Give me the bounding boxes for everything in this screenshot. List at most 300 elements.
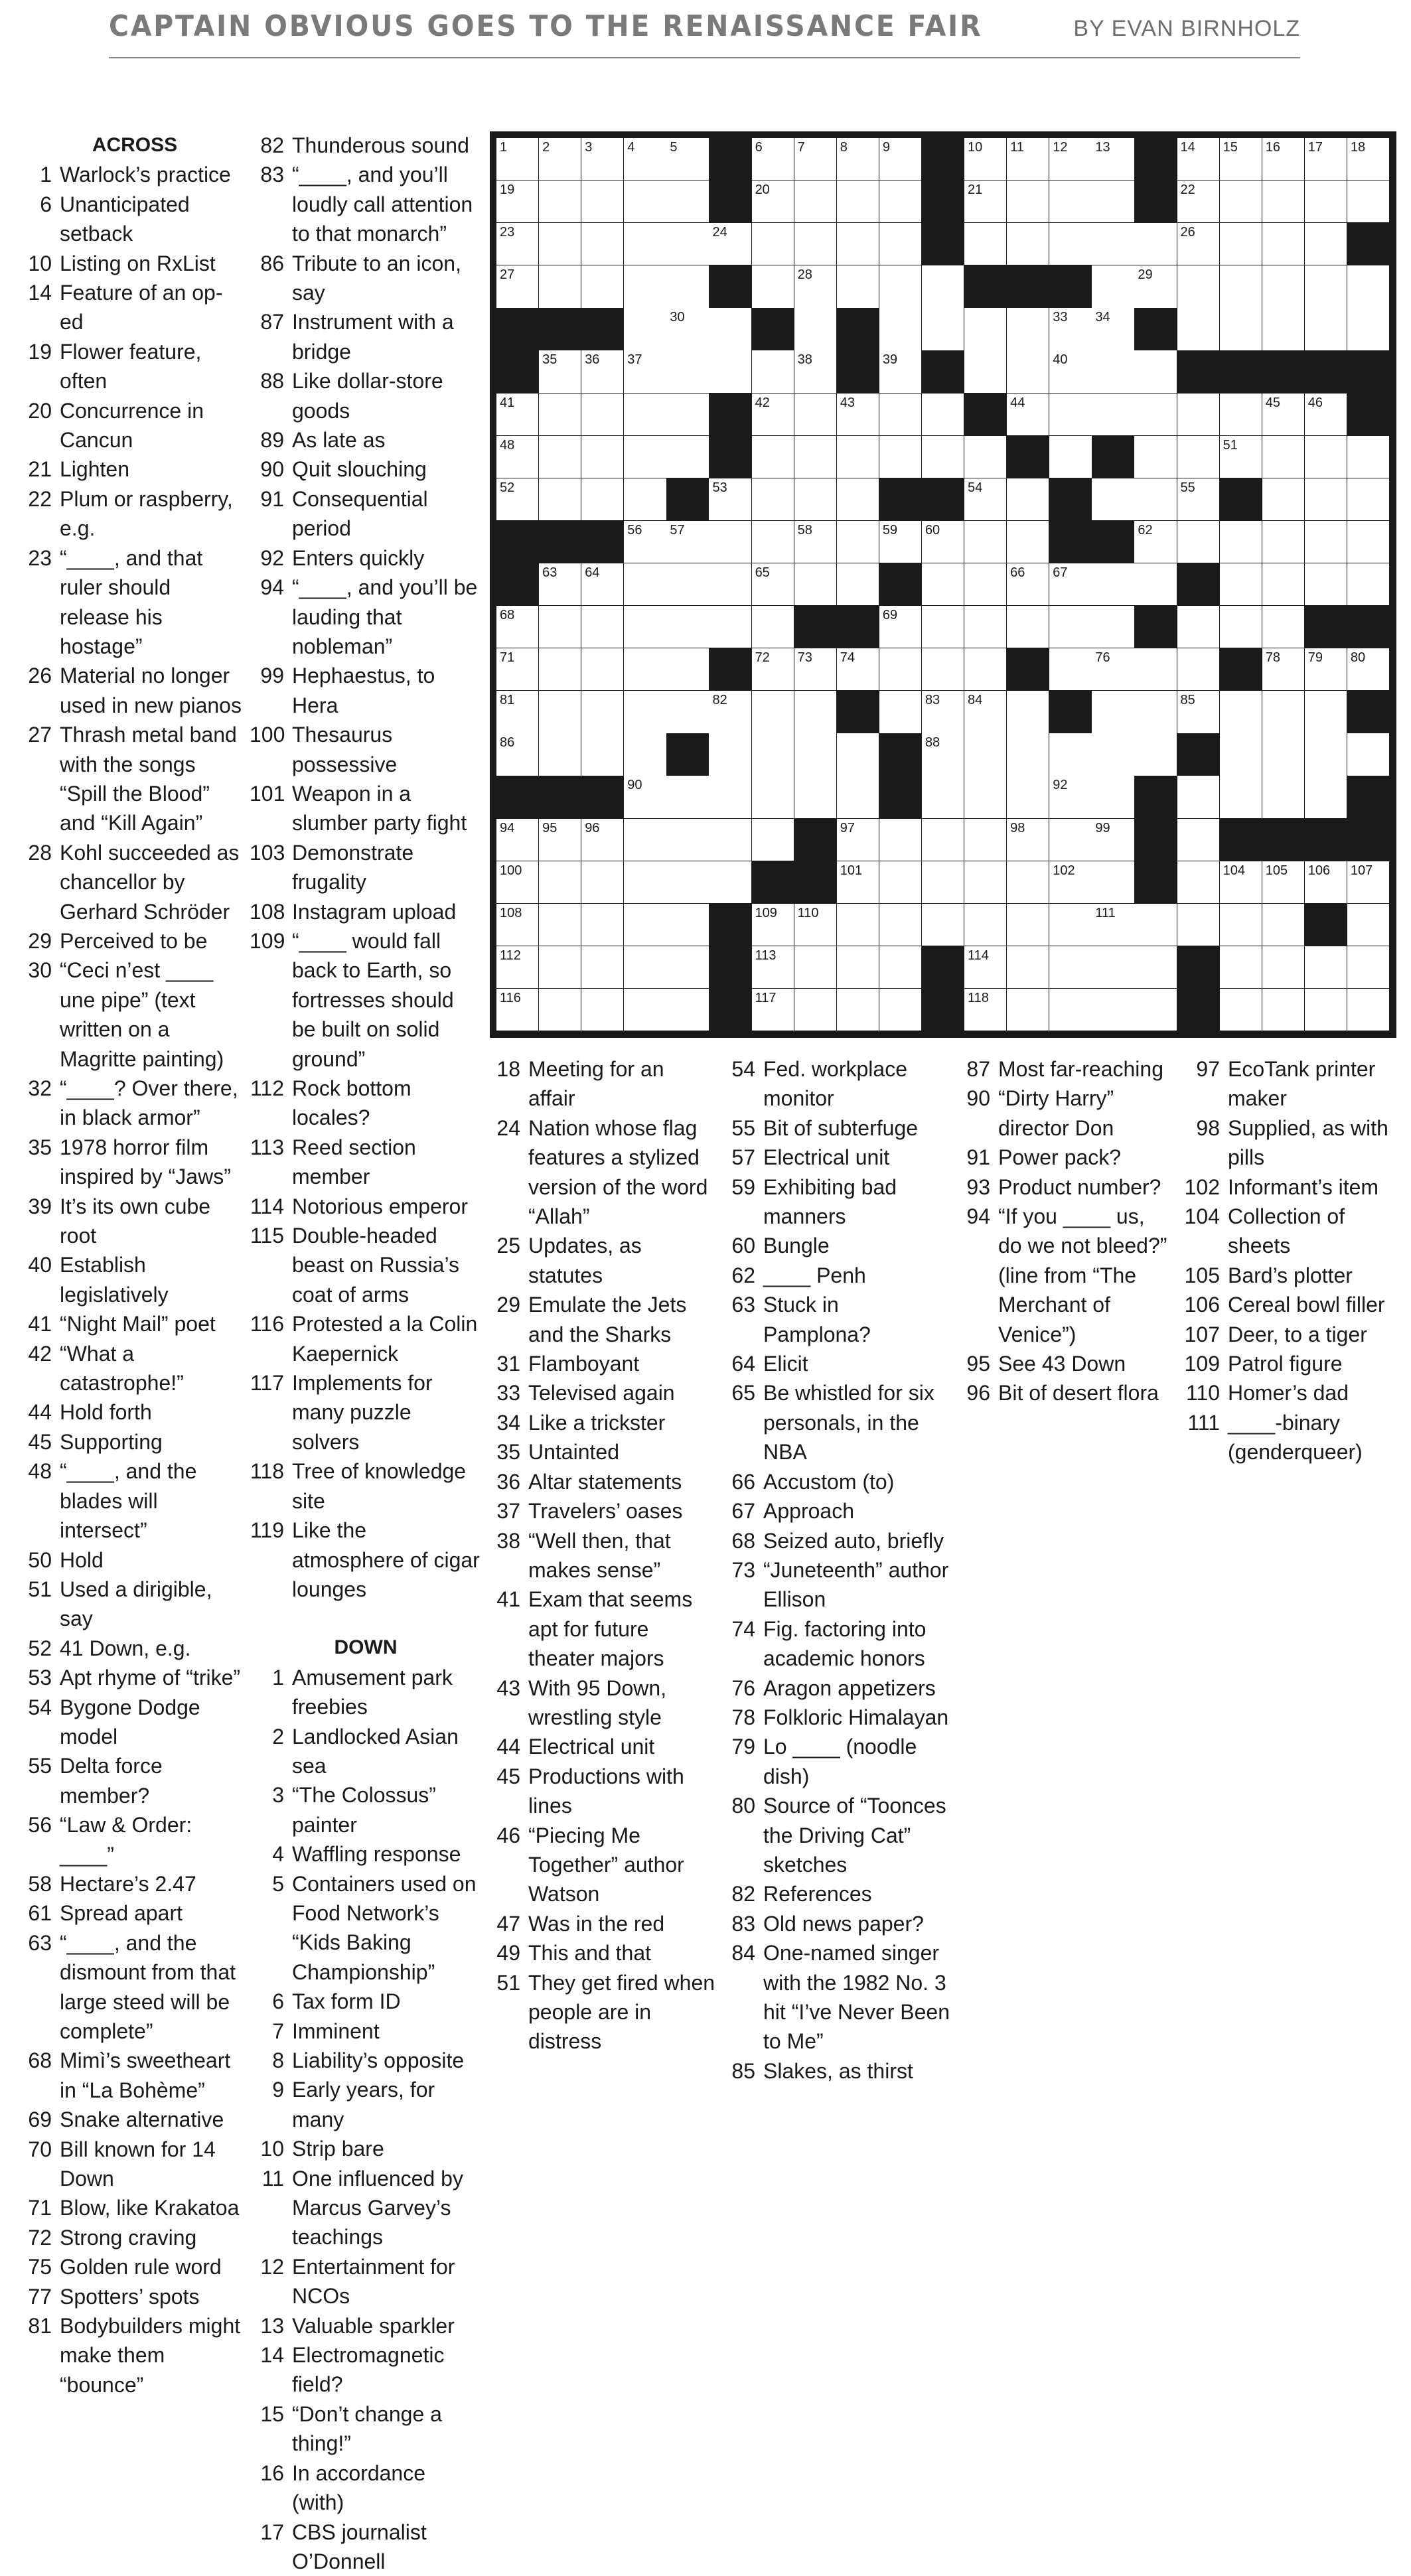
grid-cell[interactable] <box>752 904 794 946</box>
grid-cell[interactable] <box>1007 308 1049 350</box>
grid-cell[interactable] <box>539 478 581 521</box>
grid-cell[interactable] <box>496 946 539 989</box>
grid-cell[interactable] <box>539 265 581 308</box>
grid-cell[interactable] <box>752 946 794 989</box>
grid-cell[interactable] <box>581 606 624 648</box>
grid-cell[interactable] <box>879 946 922 989</box>
grid-cell[interactable] <box>1007 946 1049 989</box>
grid-cell[interactable] <box>1049 606 1092 648</box>
grid-cell[interactable] <box>879 521 922 563</box>
grid-cell[interactable] <box>1134 521 1177 563</box>
grid-cell[interactable] <box>752 691 794 733</box>
grid-cell[interactable] <box>1092 989 1134 1031</box>
grid-cell[interactable] <box>1092 180 1134 223</box>
grid-cell[interactable] <box>794 223 837 265</box>
grid-cell[interactable] <box>1220 904 1262 946</box>
grid-cell[interactable] <box>794 521 837 563</box>
grid-cell[interactable] <box>1347 138 1390 180</box>
grid-cell[interactable] <box>539 819 581 861</box>
grid-cell[interactable] <box>1347 733 1390 776</box>
grid-cell[interactable] <box>1007 861 1049 904</box>
grid-cell[interactable] <box>837 989 879 1031</box>
grid-cell[interactable] <box>1049 861 1092 904</box>
grid-cell[interactable] <box>1177 819 1220 861</box>
grid-cell[interactable] <box>837 436 879 478</box>
grid-cell[interactable] <box>752 606 794 648</box>
grid-cell[interactable] <box>666 648 709 691</box>
grid-cell[interactable] <box>539 733 581 776</box>
grid-cell[interactable] <box>879 308 922 350</box>
grid-cell[interactable] <box>1049 180 1092 223</box>
grid-cell[interactable] <box>922 861 964 904</box>
grid-cell[interactable] <box>666 606 709 648</box>
grid-cell[interactable] <box>666 138 709 180</box>
grid-cell[interactable] <box>624 394 666 436</box>
grid-cell[interactable] <box>922 436 964 478</box>
grid-cell[interactable] <box>922 308 964 350</box>
grid-cell[interactable] <box>794 394 837 436</box>
grid-cell[interactable] <box>794 350 837 393</box>
grid-cell[interactable] <box>624 606 666 648</box>
grid-cell[interactable] <box>496 394 539 436</box>
grid-cell[interactable] <box>837 138 879 180</box>
grid-cell[interactable] <box>1220 861 1262 904</box>
grid-cell[interactable] <box>1262 478 1305 521</box>
grid-cell[interactable] <box>837 861 879 904</box>
grid-cell[interactable] <box>1177 861 1220 904</box>
grid-cell[interactable] <box>752 733 794 776</box>
grid-cell[interactable] <box>1347 861 1390 904</box>
grid-cell[interactable] <box>666 265 709 308</box>
grid-cell[interactable] <box>1092 394 1134 436</box>
grid-cell[interactable] <box>1220 691 1262 733</box>
grid-cell[interactable] <box>964 733 1007 776</box>
grid-cell[interactable] <box>539 648 581 691</box>
grid-cell[interactable] <box>496 478 539 521</box>
grid-cell[interactable] <box>1262 989 1305 1031</box>
grid-cell[interactable] <box>1007 733 1049 776</box>
grid-cell[interactable] <box>1220 521 1262 563</box>
grid-cell[interactable] <box>539 394 581 436</box>
grid-cell[interactable] <box>794 648 837 691</box>
grid-cell[interactable] <box>1262 394 1305 436</box>
grid-cell[interactable] <box>1007 394 1049 436</box>
grid-cell[interactable] <box>581 223 624 265</box>
grid-cell[interactable] <box>752 478 794 521</box>
grid-cell[interactable] <box>709 563 751 606</box>
grid-cell[interactable] <box>1134 563 1177 606</box>
grid-cell[interactable] <box>496 436 539 478</box>
grid-cell[interactable] <box>1049 946 1092 989</box>
grid-cell[interactable] <box>964 308 1007 350</box>
grid-cell[interactable] <box>709 819 751 861</box>
grid-cell[interactable] <box>752 350 794 393</box>
grid-cell[interactable] <box>624 265 666 308</box>
grid-cell[interactable] <box>1007 350 1049 393</box>
grid-cell[interactable] <box>539 436 581 478</box>
grid-cell[interactable] <box>1177 606 1220 648</box>
grid-cell[interactable] <box>1305 180 1347 223</box>
grid-cell[interactable] <box>624 989 666 1031</box>
grid-cell[interactable] <box>964 776 1007 818</box>
grid-cell[interactable] <box>1134 946 1177 989</box>
grid-cell[interactable] <box>837 819 879 861</box>
grid-cell[interactable] <box>581 861 624 904</box>
grid-cell[interactable] <box>1305 436 1347 478</box>
grid-cell[interactable] <box>624 861 666 904</box>
grid-cell[interactable] <box>1177 648 1220 691</box>
grid-cell[interactable] <box>964 563 1007 606</box>
grid-cell[interactable] <box>922 265 964 308</box>
grid-cell[interactable] <box>879 861 922 904</box>
grid-cell[interactable] <box>837 180 879 223</box>
grid-cell[interactable] <box>539 691 581 733</box>
grid-cell[interactable] <box>1262 904 1305 946</box>
grid-cell[interactable] <box>539 180 581 223</box>
grid-cell[interactable] <box>581 989 624 1031</box>
grid-cell[interactable] <box>666 521 709 563</box>
grid-cell[interactable] <box>1262 180 1305 223</box>
grid-cell[interactable] <box>964 691 1007 733</box>
grid-cell[interactable] <box>752 138 794 180</box>
grid-cell[interactable] <box>1305 648 1347 691</box>
grid-cell[interactable] <box>1305 138 1347 180</box>
grid-cell[interactable] <box>624 563 666 606</box>
grid-cell[interactable] <box>879 350 922 393</box>
grid-cell[interactable] <box>1007 819 1049 861</box>
grid-cell[interactable] <box>1049 138 1092 180</box>
grid-cell[interactable] <box>794 733 837 776</box>
grid-cell[interactable] <box>709 733 751 776</box>
grid-cell[interactable] <box>709 350 751 393</box>
grid-cell[interactable] <box>1220 563 1262 606</box>
grid-cell[interactable] <box>624 138 666 180</box>
grid-cell[interactable] <box>1092 776 1134 818</box>
grid-cell[interactable] <box>1305 776 1347 818</box>
grid-cell[interactable] <box>1092 691 1134 733</box>
grid-cell[interactable] <box>666 861 709 904</box>
grid-cell[interactable] <box>752 265 794 308</box>
grid-cell[interactable] <box>539 946 581 989</box>
grid-cell[interactable] <box>1220 308 1262 350</box>
grid-cell[interactable] <box>581 691 624 733</box>
grid-cell[interactable] <box>1262 223 1305 265</box>
grid-cell[interactable] <box>1347 521 1390 563</box>
grid-cell[interactable] <box>496 648 539 691</box>
grid-cell[interactable] <box>1262 436 1305 478</box>
grid-cell[interactable] <box>1220 394 1262 436</box>
grid-cell[interactable] <box>709 606 751 648</box>
grid-cell[interactable] <box>1347 563 1390 606</box>
grid-cell[interactable] <box>1134 648 1177 691</box>
grid-cell[interactable] <box>964 180 1007 223</box>
grid-cell[interactable] <box>624 648 666 691</box>
grid-cell[interactable] <box>752 394 794 436</box>
grid-cell[interactable] <box>879 606 922 648</box>
grid-cell[interactable] <box>1262 308 1305 350</box>
grid-cell[interactable] <box>794 904 837 946</box>
grid-cell[interactable] <box>1092 648 1134 691</box>
grid-cell[interactable] <box>752 776 794 818</box>
grid-cell[interactable] <box>539 350 581 393</box>
grid-cell[interactable] <box>1305 989 1347 1031</box>
grid-cell[interactable] <box>1007 138 1049 180</box>
grid-cell[interactable] <box>1262 861 1305 904</box>
grid-cell[interactable] <box>539 223 581 265</box>
grid-cell[interactable] <box>837 946 879 989</box>
grid-cell[interactable] <box>922 691 964 733</box>
grid-cell[interactable] <box>666 350 709 393</box>
grid-cell[interactable] <box>1007 691 1049 733</box>
grid-cell[interactable] <box>1134 436 1177 478</box>
grid-cell[interactable] <box>1305 265 1347 308</box>
grid-cell[interactable] <box>1134 733 1177 776</box>
grid-cell[interactable] <box>964 138 1007 180</box>
grid-cell[interactable] <box>837 733 879 776</box>
grid-cell[interactable] <box>752 563 794 606</box>
grid-cell[interactable] <box>624 180 666 223</box>
grid-cell[interactable] <box>1177 691 1220 733</box>
grid-cell[interactable] <box>624 521 666 563</box>
grid-cell[interactable] <box>1007 180 1049 223</box>
grid-cell[interactable] <box>539 989 581 1031</box>
grid-cell[interactable] <box>1177 223 1220 265</box>
grid-cell[interactable] <box>1049 394 1092 436</box>
grid-cell[interactable] <box>879 904 922 946</box>
grid-cell[interactable] <box>922 733 964 776</box>
grid-cell[interactable] <box>1177 904 1220 946</box>
grid-cell[interactable] <box>1092 606 1134 648</box>
grid-cell[interactable] <box>581 350 624 393</box>
grid-cell[interactable] <box>1347 904 1390 946</box>
grid-cell[interactable] <box>709 691 751 733</box>
grid-cell[interactable] <box>1134 691 1177 733</box>
grid-cell[interactable] <box>624 733 666 776</box>
grid-cell[interactable] <box>794 138 837 180</box>
grid-cell[interactable] <box>1049 819 1092 861</box>
grid-cell[interactable] <box>879 648 922 691</box>
grid-cell[interactable] <box>752 989 794 1031</box>
grid-cell[interactable] <box>496 989 539 1031</box>
grid-cell[interactable] <box>1220 989 1262 1031</box>
grid-cell[interactable] <box>964 861 1007 904</box>
grid-cell[interactable] <box>922 819 964 861</box>
grid-cell[interactable] <box>922 606 964 648</box>
grid-cell[interactable] <box>709 308 751 350</box>
grid-cell[interactable] <box>1092 904 1134 946</box>
grid-cell[interactable] <box>1049 436 1092 478</box>
grid-cell[interactable] <box>1007 776 1049 818</box>
grid-cell[interactable] <box>581 180 624 223</box>
grid-cell[interactable] <box>1347 265 1390 308</box>
grid-cell[interactable] <box>837 521 879 563</box>
grid-cell[interactable] <box>666 776 709 818</box>
grid-cell[interactable] <box>1262 733 1305 776</box>
grid-cell[interactable] <box>879 138 922 180</box>
grid-cell[interactable] <box>1262 946 1305 989</box>
grid-cell[interactable] <box>666 394 709 436</box>
grid-cell[interactable] <box>794 946 837 989</box>
grid-cell[interactable] <box>1305 308 1347 350</box>
grid-cell[interactable] <box>752 436 794 478</box>
grid-cell[interactable] <box>794 691 837 733</box>
grid-cell[interactable] <box>1049 648 1092 691</box>
grid-cell[interactable] <box>1007 904 1049 946</box>
grid-cell[interactable] <box>1049 989 1092 1031</box>
grid-cell[interactable] <box>1177 138 1220 180</box>
grid-cell[interactable] <box>1092 308 1134 350</box>
grid-cell[interactable] <box>624 819 666 861</box>
grid-cell[interactable] <box>1220 946 1262 989</box>
grid-cell[interactable] <box>1262 648 1305 691</box>
grid-cell[interactable] <box>1007 989 1049 1031</box>
grid-cell[interactable] <box>964 478 1007 521</box>
grid-cell[interactable] <box>624 776 666 818</box>
grid-cell[interactable] <box>879 394 922 436</box>
grid-cell[interactable] <box>1220 733 1262 776</box>
grid-cell[interactable] <box>837 478 879 521</box>
grid-cell[interactable] <box>1049 904 1092 946</box>
grid-cell[interactable] <box>1092 733 1134 776</box>
grid-cell[interactable] <box>1092 861 1134 904</box>
grid-cell[interactable] <box>624 436 666 478</box>
grid-cell[interactable] <box>1134 350 1177 393</box>
grid-cell[interactable] <box>1007 478 1049 521</box>
grid-cell[interactable] <box>624 904 666 946</box>
grid-cell[interactable] <box>666 946 709 989</box>
grid-cell[interactable] <box>752 223 794 265</box>
grid-cell[interactable] <box>1007 223 1049 265</box>
grid-cell[interactable] <box>964 606 1007 648</box>
grid-cell[interactable] <box>1177 308 1220 350</box>
grid-cell[interactable] <box>496 691 539 733</box>
grid-cell[interactable] <box>1220 606 1262 648</box>
grid-cell[interactable] <box>1262 563 1305 606</box>
grid-cell[interactable] <box>1134 989 1177 1031</box>
grid-cell[interactable] <box>1007 606 1049 648</box>
grid-cell[interactable] <box>666 819 709 861</box>
grid-cell[interactable] <box>964 648 1007 691</box>
grid-cell[interactable] <box>1049 563 1092 606</box>
grid-cell[interactable] <box>1347 989 1390 1031</box>
grid-cell[interactable] <box>1262 776 1305 818</box>
grid-cell[interactable] <box>1347 180 1390 223</box>
grid-cell[interactable] <box>879 265 922 308</box>
grid-cell[interactable] <box>1347 308 1390 350</box>
grid-cell[interactable] <box>964 350 1007 393</box>
grid-cell[interactable] <box>1049 350 1092 393</box>
grid-cell[interactable] <box>794 563 837 606</box>
grid-cell[interactable] <box>1220 776 1262 818</box>
grid-cell[interactable] <box>794 308 837 350</box>
grid-cell[interactable] <box>496 861 539 904</box>
grid-cell[interactable] <box>1134 394 1177 436</box>
grid-cell[interactable] <box>496 606 539 648</box>
grid-cell[interactable] <box>709 223 751 265</box>
grid-cell[interactable] <box>496 819 539 861</box>
grid-cell[interactable] <box>581 819 624 861</box>
grid-cell[interactable] <box>581 563 624 606</box>
grid-cell[interactable] <box>1177 521 1220 563</box>
grid-cell[interactable] <box>1177 776 1220 818</box>
grid-cell[interactable] <box>1220 223 1262 265</box>
grid-cell[interactable] <box>1007 521 1049 563</box>
grid-cell[interactable] <box>624 478 666 521</box>
grid-cell[interactable] <box>837 648 879 691</box>
grid-cell[interactable] <box>794 478 837 521</box>
grid-cell[interactable] <box>581 265 624 308</box>
grid-cell[interactable] <box>1092 563 1134 606</box>
grid-cell[interactable] <box>496 904 539 946</box>
grid-cell[interactable] <box>964 223 1007 265</box>
grid-cell[interactable] <box>624 350 666 393</box>
grid-cell[interactable] <box>496 180 539 223</box>
grid-cell[interactable] <box>1092 265 1134 308</box>
grid-cell[interactable] <box>1007 563 1049 606</box>
grid-cell[interactable] <box>922 521 964 563</box>
grid-cell[interactable] <box>581 648 624 691</box>
grid-cell[interactable] <box>1347 478 1390 521</box>
grid-cell[interactable] <box>709 478 751 521</box>
grid-cell[interactable] <box>1049 308 1092 350</box>
grid-cell[interactable] <box>1262 265 1305 308</box>
grid-cell[interactable] <box>1305 478 1347 521</box>
grid-cell[interactable] <box>1134 223 1177 265</box>
grid-cell[interactable] <box>624 691 666 733</box>
grid-cell[interactable] <box>879 691 922 733</box>
grid-cell[interactable] <box>1177 478 1220 521</box>
grid-cell[interactable] <box>539 606 581 648</box>
grid-cell[interactable] <box>581 946 624 989</box>
grid-cell[interactable] <box>1134 478 1177 521</box>
grid-cell[interactable] <box>1305 563 1347 606</box>
grid-cell[interactable] <box>879 223 922 265</box>
grid-cell[interactable] <box>1092 138 1134 180</box>
grid-cell[interactable] <box>666 308 709 350</box>
grid-cell[interactable] <box>922 394 964 436</box>
grid-cell[interactable] <box>1262 691 1305 733</box>
grid-cell[interactable] <box>1305 946 1347 989</box>
grid-cell[interactable] <box>964 904 1007 946</box>
grid-cell[interactable] <box>1177 394 1220 436</box>
grid-cell[interactable] <box>666 691 709 733</box>
grid-cell[interactable] <box>752 819 794 861</box>
grid-cell[interactable] <box>1347 436 1390 478</box>
grid-cell[interactable] <box>1220 436 1262 478</box>
grid-cell[interactable] <box>496 265 539 308</box>
grid-cell[interactable] <box>922 904 964 946</box>
grid-cell[interactable] <box>1220 265 1262 308</box>
grid-cell[interactable] <box>581 904 624 946</box>
grid-cell[interactable] <box>581 394 624 436</box>
grid-cell[interactable] <box>879 180 922 223</box>
grid-cell[interactable] <box>496 733 539 776</box>
grid-cell[interactable] <box>1092 819 1134 861</box>
grid-cell[interactable] <box>837 394 879 436</box>
grid-cell[interactable] <box>1092 478 1134 521</box>
grid-cell[interactable] <box>1262 521 1305 563</box>
grid-cell[interactable] <box>1177 436 1220 478</box>
grid-cell[interactable] <box>624 223 666 265</box>
grid-cell[interactable] <box>1134 265 1177 308</box>
grid-cell[interactable] <box>539 138 581 180</box>
grid-cell[interactable] <box>837 904 879 946</box>
grid-cell[interactable] <box>1262 606 1305 648</box>
grid-cell[interactable] <box>709 521 751 563</box>
grid-cell[interactable] <box>1305 394 1347 436</box>
grid-cell[interactable] <box>666 223 709 265</box>
grid-cell[interactable] <box>964 946 1007 989</box>
